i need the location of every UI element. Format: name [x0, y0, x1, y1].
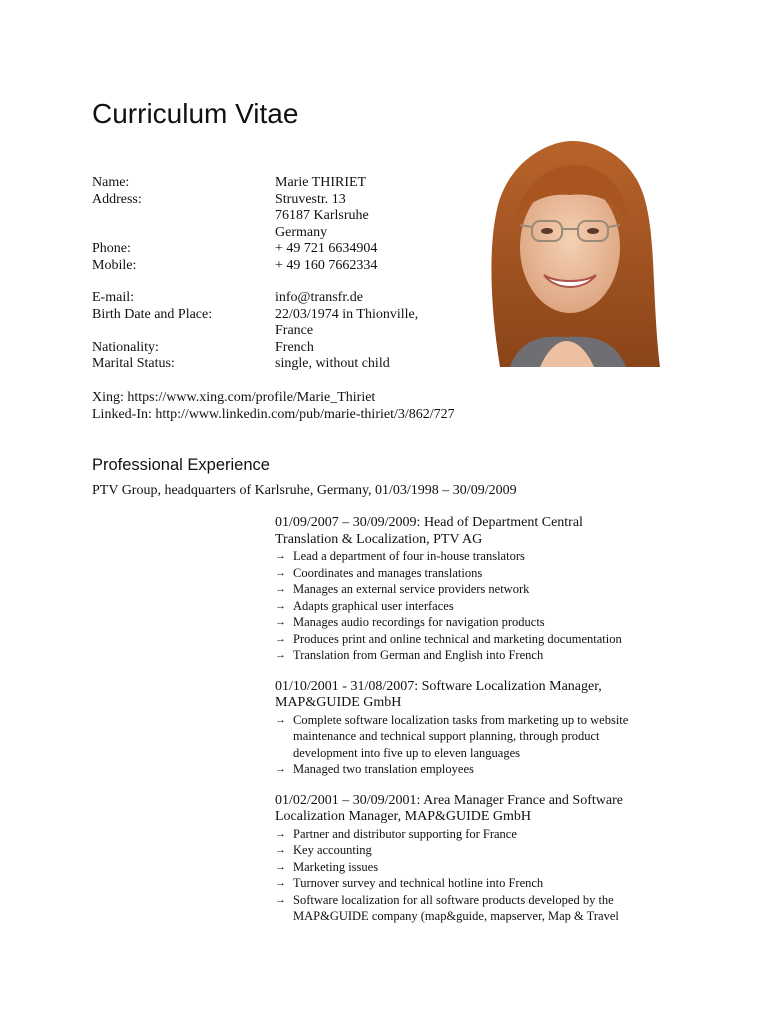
job-bullet — [275, 761, 695, 778]
arrow-right-icon: → — [275, 877, 286, 889]
profile-links — [92, 390, 732, 423]
job-bullet-list — [275, 826, 695, 925]
job-bullet — [275, 614, 695, 631]
address-line-2: 76187 Karlsruhe — [275, 208, 369, 223]
job-title: 01/10/2001 - 31/08/2007: Software Localization Manager, — [275, 678, 602, 694]
address-label: Address: — [92, 191, 142, 207]
job-bullet-text: MAP&GUIDE company (map&guide, mapserver, Map & Travel — [293, 909, 619, 923]
name-label: Name: — [92, 175, 130, 190]
mobile-value: + 49 160 7662334 — [275, 257, 378, 273]
job-bullet-text: Software localization for all software products developed by the — [293, 892, 614, 907]
job-bullet — [275, 631, 695, 648]
job-bullet-text: Key accounting — [293, 843, 372, 857]
arrow-right-icon: → — [275, 566, 286, 579]
job-bullet-text: Manages an external service providers network — [293, 582, 530, 596]
job-bullet-text: Partner and distributor supporting for France — [293, 826, 517, 841]
job-bullet-list — [275, 712, 695, 778]
arrow-right-icon: → — [275, 893, 286, 906]
arrow-right-icon: → — [275, 616, 286, 628]
job-bullet-text: maintenance and technical support planning, through product — [293, 729, 600, 743]
job-bullet-text: Manages audio recordings for navigation products — [293, 615, 545, 629]
birth-line-2: France — [275, 323, 314, 338]
address-line-3: Germany — [275, 224, 328, 240]
job-bullet-text: Adapts graphical user interfaces — [293, 598, 454, 613]
job-entry — [275, 679, 695, 778]
job-title: MAP&GUIDE GmbH — [275, 695, 402, 710]
job-bullet — [275, 859, 695, 876]
job-title: Translation & Localization, PTV AG — [275, 531, 483, 547]
personal-info-labels — [92, 175, 272, 373]
job-bullet-text: development into five up to eleven languages — [293, 745, 521, 760]
job-bullet-text: Translation from German and English into French — [293, 648, 544, 662]
professional-experience-heading: Professional Experience — [92, 456, 270, 474]
job-bullet — [275, 712, 695, 762]
name-value: Marie THIRIET — [275, 175, 367, 190]
phone-value: + 49 721 6634904 — [275, 241, 378, 256]
job-bullet — [275, 842, 695, 859]
birth-line-1: 22/03/1974 in Thionville, — [275, 306, 419, 322]
job-bullet-text: Turnover survey and technical hotline into French — [293, 876, 544, 890]
job-bullet-text: Lead a department of four in-house translators — [293, 549, 525, 563]
job-title: 01/02/2001 – 30/09/2001: Area Manager France and Software — [275, 792, 623, 808]
job-bullet-text: Managed two translation employees — [293, 762, 474, 776]
job-bullet-text: Marketing issues — [293, 859, 379, 874]
job-bullet — [275, 892, 695, 925]
arrow-right-icon: → — [275, 632, 286, 645]
phone-label: Phone: — [92, 241, 131, 256]
email-label: E-mail: — [92, 290, 134, 305]
arrow-right-icon: → — [275, 583, 286, 595]
nationality-label: Nationality: — [92, 339, 159, 355]
job-bullet — [275, 875, 695, 892]
mobile-label: Mobile: — [92, 257, 137, 273]
job-list — [275, 515, 695, 940]
email-value: info@transfr.de — [275, 290, 363, 305]
job-entry — [275, 515, 695, 664]
arrow-right-icon: → — [275, 827, 286, 840]
company-line: PTV Group, headquarters of Karlsruhe, Germany, 01/03/1998 – 30/09/2009 — [92, 483, 517, 498]
job-bullet-text: Coordinates and manages translations — [293, 565, 483, 580]
job-bullet — [275, 548, 695, 565]
job-title: 01/09/2007 – 30/09/2009: Head of Department Central — [275, 515, 583, 530]
xing-link[interactable]: Xing: https://www.xing.com/profile/Marie_Thiriet — [92, 390, 376, 405]
arrow-right-icon: → — [275, 860, 286, 873]
job-bullet — [275, 647, 695, 664]
arrow-right-icon: → — [275, 713, 286, 726]
linkedin-link[interactable]: Linked-In: http://www.linkedin.com/pub/marie-thiriet/3/862/727 — [92, 406, 455, 422]
arrow-right-icon: → — [275, 649, 286, 661]
job-bullet-list — [275, 548, 695, 664]
arrow-right-icon: → — [275, 844, 286, 856]
document-title: Curriculum Vitae — [92, 98, 299, 129]
profile-photo — [470, 135, 662, 367]
marital-status-label: Marital Status: — [92, 356, 175, 371]
job-bullet-text: Produces print and online technical and marketing documentation — [293, 631, 622, 646]
arrow-right-icon: → — [275, 763, 286, 775]
job-bullet — [275, 826, 695, 843]
birth-label: Birth Date and Place: — [92, 306, 213, 322]
job-bullet — [275, 581, 695, 598]
arrow-right-icon: → — [275, 599, 286, 612]
job-bullet — [275, 565, 695, 582]
job-bullet — [275, 598, 695, 615]
arrow-right-icon: → — [275, 550, 286, 562]
address-line-1: Struvestr. 13 — [275, 191, 346, 207]
job-title: Localization Manager, MAP&GUIDE GmbH — [275, 809, 532, 824]
marital-status-value: single, without child — [275, 356, 390, 371]
job-entry — [275, 793, 695, 925]
nationality-value: French — [275, 339, 314, 355]
personal-info-values — [275, 175, 465, 373]
job-bullet-text: Complete software localization tasks from marketing up to website — [293, 712, 629, 727]
